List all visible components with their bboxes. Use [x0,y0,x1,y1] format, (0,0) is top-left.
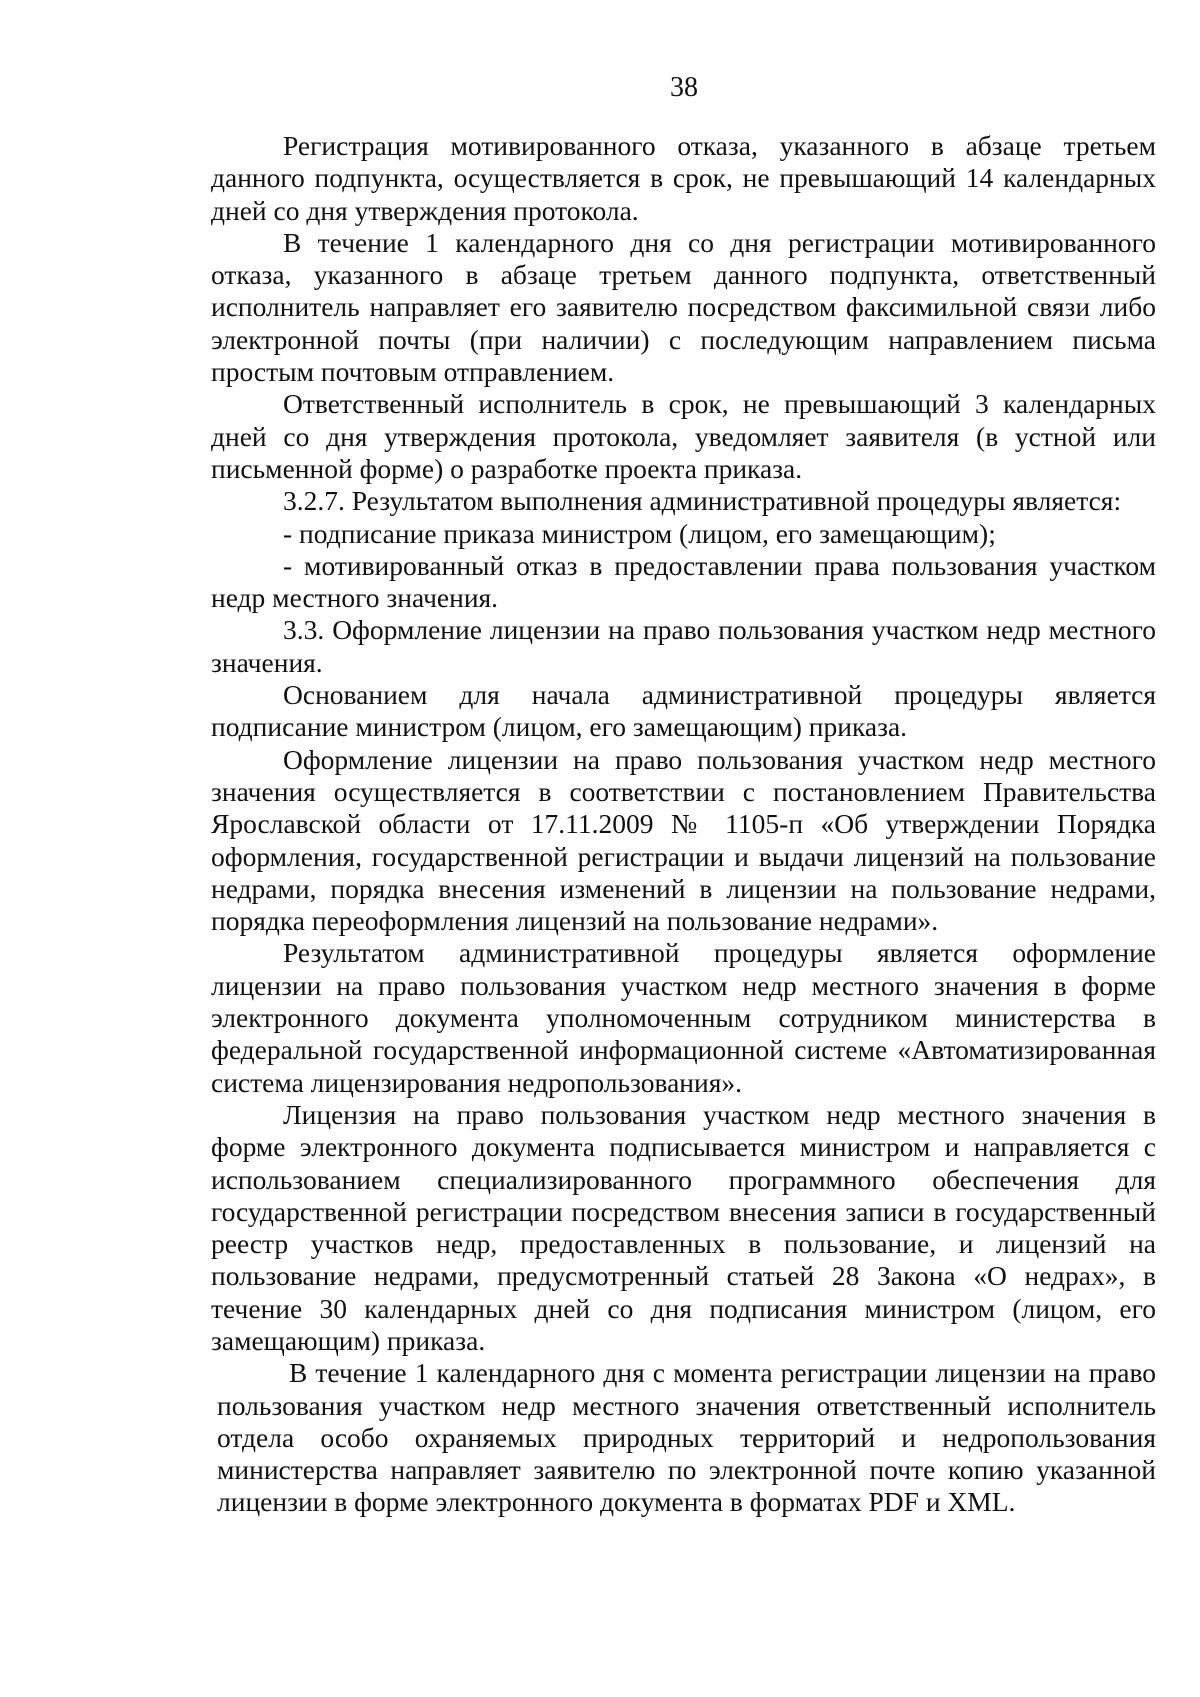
page-number: 38 [670,72,698,103]
paragraph-applicant-notice: Ответственный исполнитель в срок, не превышающий 3 календарных дней со дня утверждения протокола, уведомляет заявителя (в устной или письменной форме) о разработке проекта приказа. [211,388,1156,484]
paragraph-registration-refusal: Регистрация мотивированного отказа, указанного в абзаце третьем данного подпункта, осуществляется в срок, не превышающий 14 календарных дней со дня утверждения протокола. [211,130,1156,226]
paragraph-license-sending: В течение 1 календарного дня с момента регистрации лицензии на право пользования участком недр местного значения ответственный исполнитель отдела особо охраняемых природных территорий и недропользования министерства направляет заявителю по электронной почте копию указанной лицензии в форме электронного документа в форматах PDF и XML. [217,1357,1156,1518]
paragraph-refusal-notification: В течение 1 календарного дня со дня регистрации мотивированного отказа, указанного в абзаце третьем данного подпункта, ответственный исполнитель направляет его заявителю посредством факсимильной связи либо электронной почты (при наличии) с последующим направлением письма простым почтовым отправлением. [211,226,1156,388]
paragraph-procedure-basis: Основанием для начала административной процедуры является подписание министром (лицом, его замещающим) приказа. [211,679,1156,743]
list-item-motivated-refusal: - мотивированный отказ в предоставлении права пользования участком недр местного значения. [211,549,1156,614]
paragraph-3-3-heading: 3.3. Оформление лицензии на право пользования участком недр местного значения. [211,614,1156,678]
paragraph-license-signing: Лицензия на право пользования участком недр местного значения в форме электронного документа подписывается министром и направляется с использованием специализированного программного обеспечения для государственной регистрации посредством внесения записи в государственный реестр участков недр, предоставленных в пользование, и лицензий на пользование недрами, предусмотренный статьей 28 Закона «О недрах», в течение 30 календарных дней со дня подписания министром (лицом, его замещающим) приказа. [211,1098,1156,1356]
list-item-order-signing: - подписание приказа министром (лицом, его замещающим); [283,517,996,549]
document-body [211,130,1156,1519]
paragraph-procedure-result: Результатом административной процедуры является оформление лицензии на право пользования участком недр местного значения в форме электронного документа уполномоченным сотрудником министерства в федеральной государственной информационной системе «Автоматизированная система лицензирования недропользования». [211,937,1156,1098]
paragraph-license-regulation: Оформление лицензии на право пользования участком недр местного значения осуществляется в соответствии с постановлением Правительства Ярославской области от 17.11.2009 № 1105-п «Об утверждении Порядка оформления, государственной регистрации и выдачи лицензий на пользование недрами, порядка внесения изменений в лицензии на пользование недрами, порядка переоформления лицензий на пользование недрами». [211,743,1156,937]
paragraph-3-2-7-heading: 3.2.7. Результатом выполнения административной процедуры является: [283,485,1122,517]
